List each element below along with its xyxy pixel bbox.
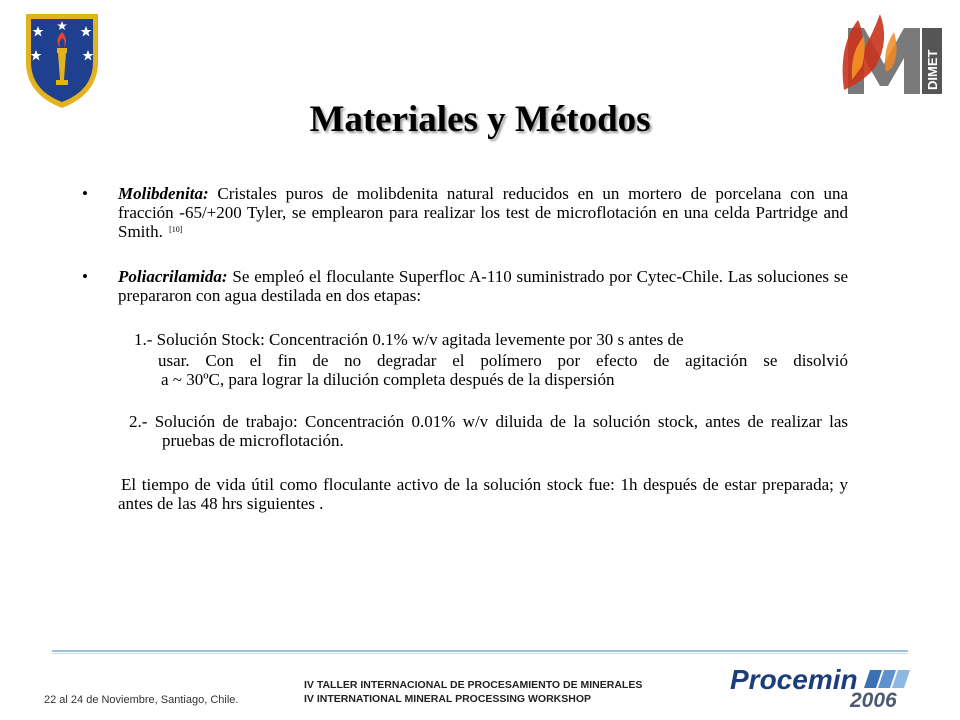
footer-divider — [52, 650, 908, 656]
step2-paragraph: 2.- Solución de trabajo: Concentración 0.01% w/v diluida de la solución stock, antes de realizar las pruebas de microflotación. — [129, 412, 848, 450]
procemin-logo — [730, 664, 920, 712]
bullet-text: Cristales puros de molibdenita natural reducidos en un mortero de porcelana con una fracción -65/+200 Tyler, se emplearon para realizar los test de microflotación en una celda Partridge and Smith. — [118, 184, 848, 241]
bullet-dot-icon: • — [82, 184, 88, 203]
slide-title: Materiales y Métodos — [309, 99, 651, 140]
bullet-molibdenita — [82, 184, 848, 241]
bullet-dot-icon: • — [82, 267, 88, 286]
bullet-term: Poliacrilamida: — [118, 267, 228, 286]
closing-paragraph: El tiempo de vida útil como floculante activo de la solución stock fue: 1h después de estar preparada; y antes de las 48 hrs siguientes . — [118, 475, 848, 513]
footer-event-line-2: IV INTERNATIONAL MINERAL PROCESSING WORKSHOP — [304, 693, 592, 705]
step1-line-3: a ~ 30ºC, para lograr la dilución completa después de la dispersión — [161, 370, 615, 389]
procemin-year: 2006 — [850, 689, 897, 712]
dimet-logo — [836, 6, 948, 98]
step1-first-line: 1.- Solución Stock: Concentración 0.1% w/v agitada levemente por 30 s antes de — [134, 330, 684, 349]
bullet-text: Se empleó el floculante Superfloc A-110 suministrado por Cytec-Chile. Las soluciones se prepararon con agua destilada en dos etapas: — [118, 267, 848, 305]
footer-event-title — [304, 678, 664, 706]
procemin-brand: Procemin — [730, 664, 858, 695]
footer-date-location: 22 al 24 de Noviembre, Santiago, Chile. — [44, 694, 239, 706]
university-shield-logo — [22, 10, 102, 110]
slide-body — [82, 184, 848, 513]
reference-marker: [10] — [169, 225, 183, 234]
step1-continuation — [82, 351, 848, 389]
dimet-logo-text: DIMET — [925, 49, 940, 90]
procemin-bars-icon — [862, 670, 910, 688]
footer-event-line-1: IV TALLER INTERNACIONAL DE PROCESAMIENTO DE MINERALES — [304, 679, 643, 691]
step1-line-2: usar. Con el fin de no degradar el polímero por efecto de agitación se disolvió — [158, 351, 848, 370]
bullet-term: Molibdenita: — [118, 184, 209, 203]
bullet-poliacrilamida — [82, 267, 848, 305]
